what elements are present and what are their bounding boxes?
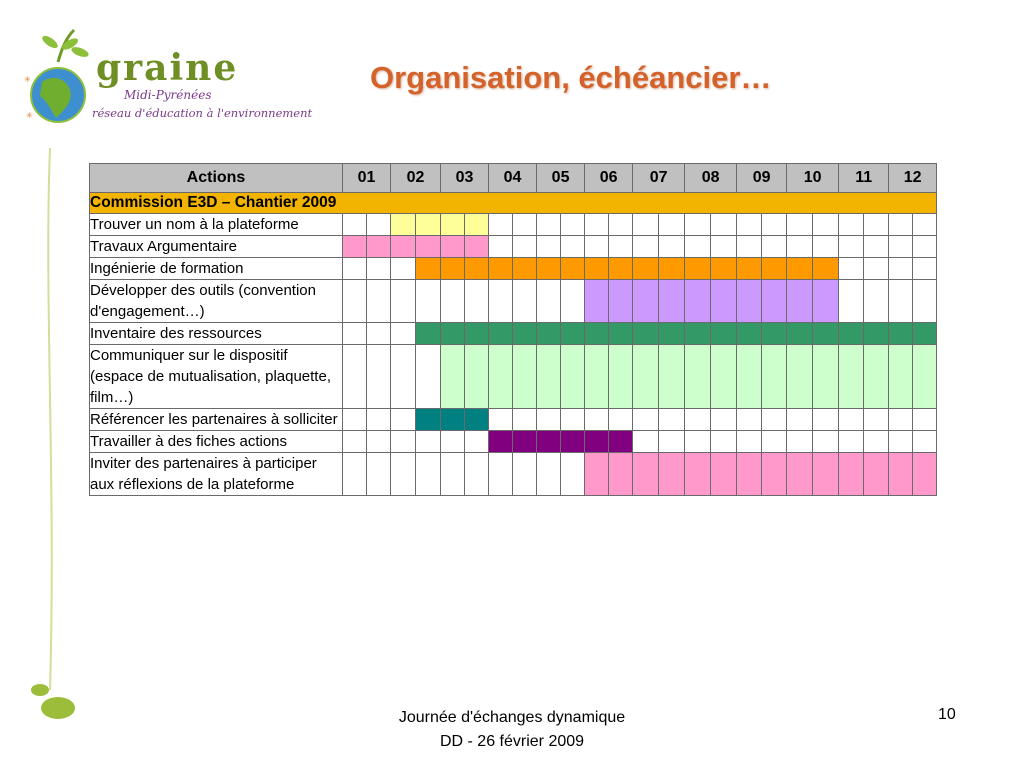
- schedule-cell: [416, 214, 441, 236]
- schedule-cell: [737, 431, 762, 453]
- schedule-cell: [633, 431, 659, 453]
- schedule-cell: [585, 453, 609, 496]
- schedule-cell: [391, 323, 416, 345]
- schedule-cell: [864, 214, 889, 236]
- schedule-cell: [561, 214, 585, 236]
- schedule-cell: [762, 280, 787, 323]
- table-row: [90, 280, 937, 323]
- schedule-cell: [737, 453, 762, 496]
- footer: [352, 706, 672, 754]
- month-header: 05: [537, 164, 585, 193]
- schedule-cell: [711, 214, 737, 236]
- schedule-cell: [561, 453, 585, 496]
- slide-title: Organisation, échéancier…: [370, 60, 772, 95]
- schedule-cell: [416, 258, 441, 280]
- schedule-cell: [367, 323, 391, 345]
- schedule-cell: [343, 280, 367, 323]
- schedule-cell: [787, 214, 813, 236]
- month-header: 08: [685, 164, 737, 193]
- schedule-cell: [839, 258, 864, 280]
- schedule-cell: [609, 409, 633, 431]
- schedule-cell: [561, 323, 585, 345]
- schedule-cell: [864, 323, 889, 345]
- schedule-cell: [391, 453, 416, 496]
- month-header: 04: [489, 164, 537, 193]
- action-label: Travaux Argumentaire: [90, 236, 343, 258]
- schedule-cell: [839, 453, 864, 496]
- schedule-cell: [537, 236, 561, 258]
- schedule-cell: [609, 453, 633, 496]
- schedule-cell: [633, 280, 659, 323]
- action-label: Ingénierie de formation: [90, 258, 343, 280]
- schedule-cell: [391, 409, 416, 431]
- schedule-cell: [367, 214, 391, 236]
- schedule-cell: [913, 236, 937, 258]
- schedule-cell: [913, 214, 937, 236]
- schedule-cell: [585, 431, 609, 453]
- schedule-cell: [633, 236, 659, 258]
- schedule-cell: [762, 258, 787, 280]
- schedule-cell: [787, 431, 813, 453]
- schedule-cell: [465, 431, 489, 453]
- action-label: Inviter des partenaires à participer aux réflexions de la plateforme: [90, 453, 343, 496]
- commission-row: Commission E3D – Chantier 2009: [90, 193, 937, 214]
- seed-dot-icon: [31, 684, 49, 696]
- schedule-cell: [889, 214, 913, 236]
- schedule-cell: [685, 214, 711, 236]
- schedule-cell: [391, 345, 416, 409]
- schedule-cell: [561, 431, 585, 453]
- schedule-cell: [711, 280, 737, 323]
- schedule-cell: [762, 453, 787, 496]
- schedule-cell: [537, 280, 561, 323]
- schedule-cell: [537, 214, 561, 236]
- schedule-cell: [685, 345, 711, 409]
- schedule-cell: [465, 453, 489, 496]
- schedule-cell: [913, 345, 937, 409]
- schedule-cell: [489, 323, 513, 345]
- schedule-cell: [465, 214, 489, 236]
- schedule-cell: [609, 323, 633, 345]
- schedule-cell: [813, 409, 839, 431]
- schedule-cell: [441, 431, 465, 453]
- schedule-cell: [737, 409, 762, 431]
- schedule-cell: [711, 409, 737, 431]
- schedule-cell: [864, 431, 889, 453]
- schedule-cell: [561, 236, 585, 258]
- month-header: 09: [737, 164, 787, 193]
- schedule-cell: [489, 431, 513, 453]
- schedule-cell: [813, 431, 839, 453]
- schedule-cell: [762, 236, 787, 258]
- schedule-cell: [659, 345, 685, 409]
- schedule-cell: [441, 214, 465, 236]
- schedule-cell: [813, 345, 839, 409]
- schedule-cell: [391, 431, 416, 453]
- svg-text:✳: ✳: [26, 111, 33, 120]
- schedule-cell: [391, 214, 416, 236]
- schedule-cell: [391, 258, 416, 280]
- table-row: [90, 431, 937, 453]
- schedule-cell: [441, 258, 465, 280]
- schedule-cell: [762, 431, 787, 453]
- schedule-cell: [537, 323, 561, 345]
- schedule-cell: [711, 345, 737, 409]
- schedule-cell: [513, 323, 537, 345]
- schedule-cell: [787, 409, 813, 431]
- schedule-cell: [609, 345, 633, 409]
- schedule-cell: [685, 236, 711, 258]
- schedule-cell: [585, 236, 609, 258]
- schedule-cell: [889, 258, 913, 280]
- month-header: 06: [585, 164, 633, 193]
- schedule-cell: [813, 258, 839, 280]
- schedule-cell: [561, 345, 585, 409]
- schedule-cell: [465, 280, 489, 323]
- month-header: 01: [343, 164, 391, 193]
- schedule-cell: [839, 280, 864, 323]
- schedule-cell: [659, 214, 685, 236]
- schedule-cell: [489, 409, 513, 431]
- schedule-cell: [633, 345, 659, 409]
- schedule-cell: [441, 236, 465, 258]
- schedule-cell: [585, 280, 609, 323]
- schedule-cell: [513, 236, 537, 258]
- schedule-cell: [839, 345, 864, 409]
- schedule-cell: [633, 409, 659, 431]
- schedule-cell: [787, 323, 813, 345]
- table-row: [90, 409, 937, 431]
- schedule-cell: [537, 453, 561, 496]
- schedule-cell: [913, 323, 937, 345]
- schedule-cell: [367, 280, 391, 323]
- schedule-cell: [416, 453, 441, 496]
- schedule-cell: [659, 236, 685, 258]
- schedule-cell: [762, 323, 787, 345]
- table-row: [90, 323, 937, 345]
- schedule-cell: [913, 409, 937, 431]
- month-header: 07: [633, 164, 685, 193]
- schedule-cell: [513, 409, 537, 431]
- table-row: [90, 258, 937, 280]
- schedule-cell: [343, 214, 367, 236]
- schedule-cell: [889, 236, 913, 258]
- schedule-cell: [737, 214, 762, 236]
- schedule-cell: [537, 345, 561, 409]
- schedule-cell: [711, 323, 737, 345]
- schedule-cell: [367, 236, 391, 258]
- schedule-cell: [537, 431, 561, 453]
- schedule-cell: [864, 236, 889, 258]
- schedule-cell: [367, 431, 391, 453]
- month-header: 11: [839, 164, 889, 193]
- schedule-cell: [787, 236, 813, 258]
- schedule-cell: [889, 409, 913, 431]
- schedule-cell: [711, 258, 737, 280]
- schedule-cell: [711, 431, 737, 453]
- schedule-cell: [465, 323, 489, 345]
- schedule-cell: [465, 236, 489, 258]
- schedule-cell: [737, 280, 762, 323]
- schedule-cell: [441, 453, 465, 496]
- schedule-cell: [787, 258, 813, 280]
- schedule-cell: [561, 258, 585, 280]
- month-header: 10: [787, 164, 839, 193]
- schedule-cell: [513, 258, 537, 280]
- schedule-cell: [787, 280, 813, 323]
- schedule-cell: [659, 280, 685, 323]
- month-header: 03: [441, 164, 489, 193]
- schedule-cell: [737, 236, 762, 258]
- schedule-cell: [839, 214, 864, 236]
- schedule-cell: [889, 345, 913, 409]
- schedule-cell: [391, 280, 416, 323]
- schedule-cell: [416, 345, 441, 409]
- svg-text:✳: ✳: [24, 75, 31, 84]
- schedule-cell: [839, 431, 864, 453]
- footer-line-2: DD - 26 février 2009: [439, 733, 585, 750]
- schedule-cell: [489, 345, 513, 409]
- schedule-cell: [489, 453, 513, 496]
- schedule-cell: [659, 323, 685, 345]
- schedule-cell: [813, 280, 839, 323]
- schedule-table: [89, 163, 937, 496]
- schedule-cell: [711, 236, 737, 258]
- schedule-cell: [391, 236, 416, 258]
- schedule-cell: [685, 453, 711, 496]
- schedule-cell: [537, 409, 561, 431]
- schedule-cell: [367, 453, 391, 496]
- action-label: Trouver un nom à la plateforme: [90, 214, 343, 236]
- schedule-cell: [343, 409, 367, 431]
- schedule-cell: [633, 258, 659, 280]
- schedule-cell: [839, 236, 864, 258]
- schedule-cell: [685, 431, 711, 453]
- schedule-cell: [441, 280, 465, 323]
- schedule-cell: [659, 258, 685, 280]
- schedule-cell: [367, 258, 391, 280]
- schedule-cell: [609, 214, 633, 236]
- schedule-cell: [762, 345, 787, 409]
- schedule-cell: [489, 280, 513, 323]
- schedule-cell: [889, 431, 913, 453]
- schedule-cell: [416, 236, 441, 258]
- schedule-cell: [489, 236, 513, 258]
- schedule-cell: [813, 236, 839, 258]
- schedule-cell: [609, 236, 633, 258]
- schedule-cell: [513, 214, 537, 236]
- month-header: 02: [391, 164, 441, 193]
- schedule-cell: [465, 345, 489, 409]
- schedule-cell: [889, 453, 913, 496]
- logo-region: Midi-Pyrénées: [124, 88, 212, 102]
- table-row: [90, 214, 937, 236]
- schedule-cell: [343, 453, 367, 496]
- schedule-cell: [513, 345, 537, 409]
- schedule-cell: [489, 258, 513, 280]
- schedule-cell: [585, 409, 609, 431]
- schedule-cell: [813, 453, 839, 496]
- schedule-cell: [609, 258, 633, 280]
- schedule-cell: [343, 323, 367, 345]
- schedule-cell: [913, 431, 937, 453]
- schedule-cell: [685, 280, 711, 323]
- schedule-cell: [633, 453, 659, 496]
- schedule-cell: [416, 431, 441, 453]
- schedule-cell: [685, 323, 711, 345]
- schedule-cell: [609, 280, 633, 323]
- schedule-cell: [513, 280, 537, 323]
- schedule-cell: [762, 214, 787, 236]
- action-label: Référencer les partenaires à solliciter: [90, 409, 343, 431]
- schedule-cell: [585, 345, 609, 409]
- schedule-cell: [737, 345, 762, 409]
- schedule-cell: [513, 453, 537, 496]
- schedule-cell: [659, 453, 685, 496]
- schedule-cell: [813, 323, 839, 345]
- schedule-cell: [864, 409, 889, 431]
- globe-logo-icon: [24, 30, 90, 122]
- schedule-cell: [343, 345, 367, 409]
- schedule-cell: [585, 258, 609, 280]
- schedule-cell: [465, 409, 489, 431]
- schedule-cell: [343, 258, 367, 280]
- schedule-cell: [889, 323, 913, 345]
- schedule-cell: [659, 431, 685, 453]
- table-row: [90, 453, 937, 496]
- schedule-cell: [787, 453, 813, 496]
- actions-header: Actions: [90, 164, 343, 193]
- schedule-cell: [787, 345, 813, 409]
- table-row: [90, 236, 937, 258]
- schedule-cell: [489, 214, 513, 236]
- schedule-cell: [659, 409, 685, 431]
- schedule-cell: [864, 258, 889, 280]
- schedule-cell: [537, 258, 561, 280]
- table-row: [90, 345, 937, 409]
- stem-line: [48, 148, 51, 690]
- schedule-cell: [864, 345, 889, 409]
- schedule-cell: [416, 280, 441, 323]
- schedule-cell: [839, 409, 864, 431]
- schedule-cell: [441, 323, 465, 345]
- action-label: Travailler à des fiches actions: [90, 431, 343, 453]
- schedule-cell: [913, 258, 937, 280]
- seed-icon: [41, 697, 75, 719]
- page-number: 10: [938, 706, 956, 723]
- schedule-cell: [913, 280, 937, 323]
- schedule-cell: [864, 280, 889, 323]
- schedule-cell: [441, 409, 465, 431]
- schedule-cell: [813, 214, 839, 236]
- schedule-cell: [913, 453, 937, 496]
- schedule-cell: [762, 409, 787, 431]
- action-label: Communiquer sur le dispositif (espace de mutualisation, plaquette, film…): [90, 345, 343, 409]
- schedule-cell: [513, 431, 537, 453]
- schedule-cell: [633, 323, 659, 345]
- schedule-cell: [737, 323, 762, 345]
- schedule-cell: [416, 409, 441, 431]
- schedule-cell: [685, 409, 711, 431]
- schedule-cell: [585, 323, 609, 345]
- month-header: 12: [889, 164, 937, 193]
- schedule-cell: [343, 236, 367, 258]
- schedule-cell: [633, 214, 659, 236]
- schedule-cell: [609, 431, 633, 453]
- schedule-cell: [585, 214, 609, 236]
- schedule-cell: [561, 409, 585, 431]
- schedule-cell: [465, 258, 489, 280]
- footer-line-1: Journée d'échanges dynamique: [398, 709, 626, 726]
- schedule-cell: [737, 258, 762, 280]
- schedule-cell: [864, 453, 889, 496]
- schedule-cell: [839, 323, 864, 345]
- schedule-cell: [889, 280, 913, 323]
- schedule-cell: [685, 258, 711, 280]
- logo-tagline: réseau d'éducation à l'environnement: [92, 106, 313, 120]
- schedule-cell: [441, 345, 465, 409]
- action-label: Inventaire des ressources: [90, 323, 343, 345]
- logo-name: graine: [96, 47, 239, 89]
- schedule-cell: [367, 345, 391, 409]
- schedule-cell: [561, 280, 585, 323]
- schedule-cell: [343, 431, 367, 453]
- action-label: Développer des outils (convention d'engagement…): [90, 280, 343, 323]
- schedule-cell: [416, 323, 441, 345]
- schedule-cell: [711, 453, 737, 496]
- schedule-cell: [367, 409, 391, 431]
